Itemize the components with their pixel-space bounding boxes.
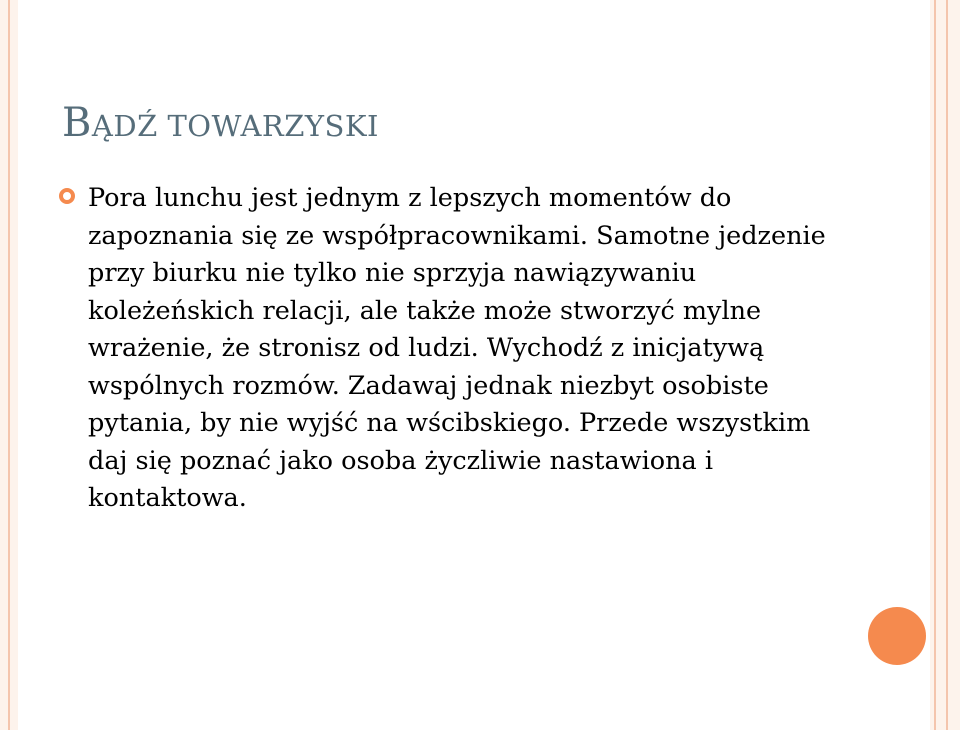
right-border: [930, 0, 960, 730]
slide-title: [62, 100, 379, 146]
left-border-line: [8, 0, 10, 730]
left-border: [0, 0, 18, 730]
right-border-line: [934, 0, 936, 730]
slide-title-rest: ĄDŹ TOWARZYSKI: [91, 109, 380, 143]
right-border-line: [946, 0, 948, 730]
slide-title-initial: B: [62, 100, 92, 146]
decorative-orange-circle: [868, 607, 926, 665]
ring-bullet-icon: [58, 187, 76, 205]
bullet-text: Pora lunchu jest jednym z lepszych momentów do zapoznania się ze współpracownikami. Samotne jedzenie przy biurku nie tylko nie sprzyja nawiązywaniu koleżeńskich relacji, ale także może stworzyć mylne wrażenie, że stronisz od ludzi. Wychodź z inicjatywą wspólnych rozmów. Zadawaj jednak niezbyt osobiste pytania, by nie wyjść na wścibskiego. Przede wszystkim daj się poznać jako osoba życzliwie nastawiona i kontaktowa.: [88, 183, 826, 513]
